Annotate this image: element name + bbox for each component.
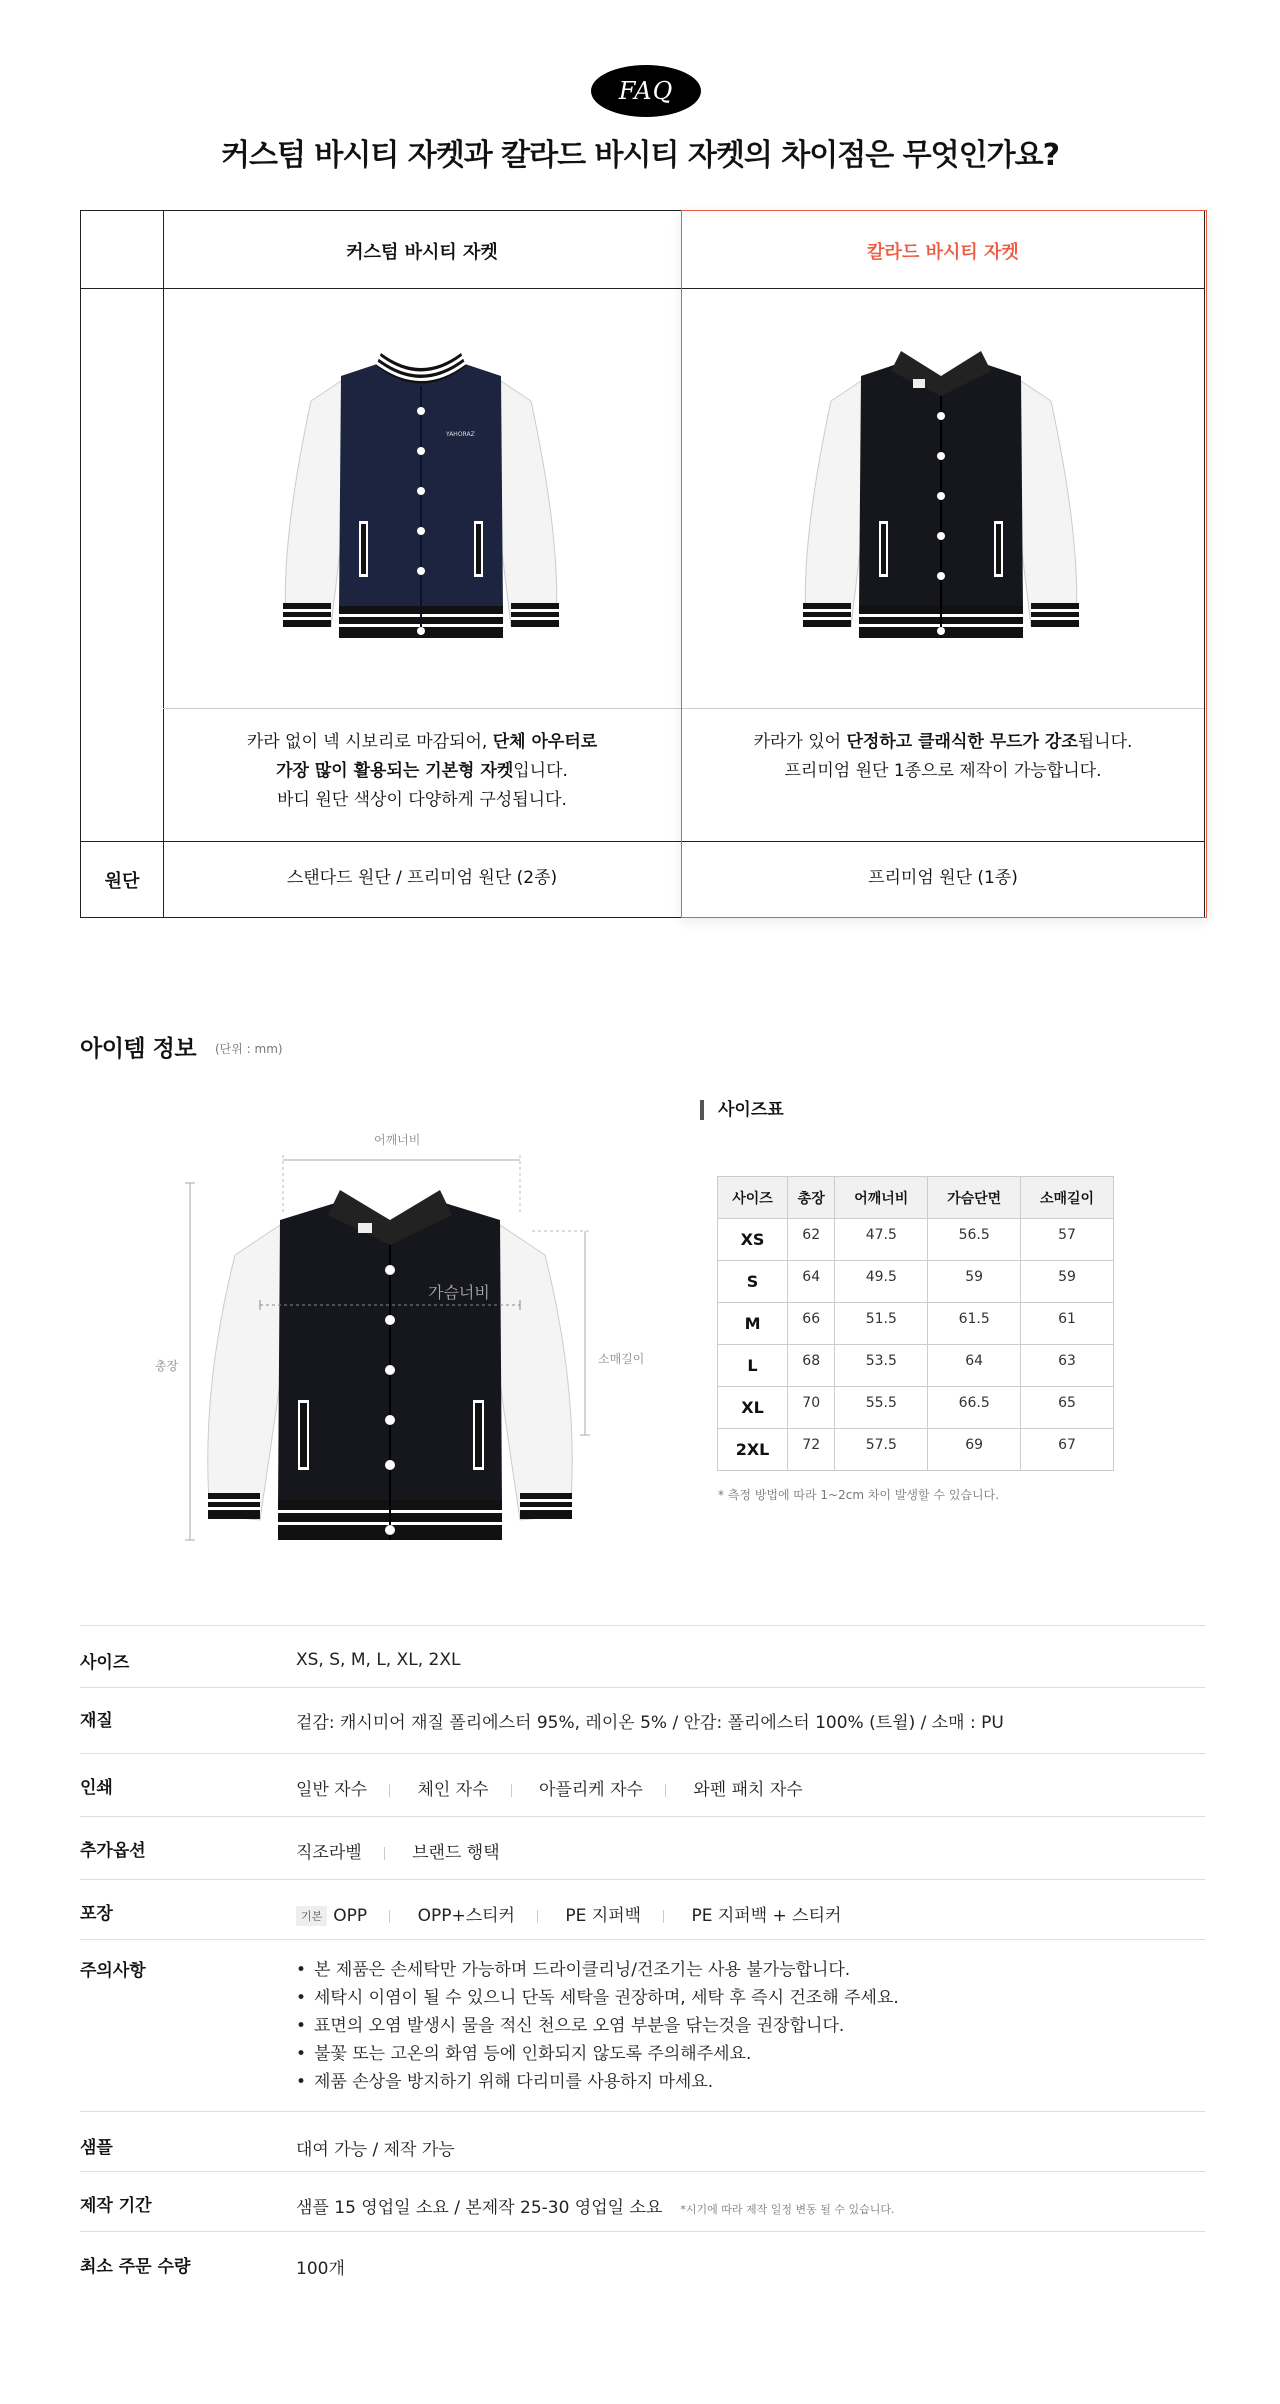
fabric-row-label: 원단: [104, 871, 140, 892]
info-row-caution: [80, 1939, 1205, 2111]
print-option: 일반 자수: [296, 1780, 368, 1800]
caution-item: • 표면의 오염 발생시 물을 적신 천으로 오염 부분을 닦는것을 권장합니다.: [296, 2012, 1205, 2040]
measurement-diagram: [180, 1145, 660, 1555]
info-row-size: [80, 1625, 1205, 1687]
info-value: 샘플 15 영업일 소요 / 본제작 25-30 영업일 소요 *시기에 따라 제작 일정 변동 될 수 있습니다.: [296, 2198, 895, 2218]
pack-option: PE 지퍼백 + 스티커: [691, 1906, 842, 1926]
info-row-material: [80, 1687, 1205, 1753]
collared-varsity-jacket-image: [791, 341, 1091, 656]
product-info-list: [80, 1625, 1205, 2291]
collared-column-header: 칼라드 바시티 자켓: [867, 242, 1019, 263]
info-row-moq: [80, 2231, 1205, 2291]
info-label: 추가옵션: [80, 1841, 146, 1861]
info-label: 최소 주문 수량: [80, 2257, 191, 2277]
item-info-unit: (단위 : mm): [215, 1042, 283, 1056]
info-label: 제작 기간: [80, 2196, 152, 2216]
comparison-table: [80, 210, 1205, 918]
size-header: 총장: [788, 1177, 835, 1219]
size-note: * 측정 방법에 따라 1~2cm 차이 발생할 수 있습니다.: [718, 1488, 1000, 1502]
info-label: 샘플: [80, 2138, 113, 2158]
table-row: XL 70 55.5 66.5 65: [718, 1387, 1114, 1429]
faq-title: 커스텀 바시티 자켓과 칼라드 바시티 자켓의 차이점은 무엇인가요?: [221, 138, 1059, 173]
info-row-extra: [80, 1816, 1205, 1879]
caution-item: • 본 제품은 손세탁만 가능하며 드라이클리닝/건조기는 사용 불가능합니다.: [296, 1956, 1205, 1984]
print-option: 체인 자수: [417, 1780, 489, 1800]
info-value: [296, 1773, 1205, 1816]
table-row: 2XL 72 57.5 69 67: [718, 1429, 1114, 1471]
faq-badge: FAQ: [591, 65, 701, 117]
size-chart-title: 사이즈표: [700, 1100, 784, 1120]
caution-item: • 제품 손상을 방지하기 위해 다리미를 사용하지 마세요.: [296, 2068, 1205, 2096]
caution-item: • 불꽃 또는 고온의 화염 등에 인화되지 않도록 주의해주세요.: [296, 2040, 1205, 2068]
caution-list: [296, 1956, 1205, 2111]
extra-option: 브랜드 행택: [412, 1843, 500, 1863]
table-row: L 68 53.5 64 63: [718, 1345, 1114, 1387]
collared-fabric: 프리미엄 원단 (1종): [868, 868, 1018, 888]
sleeve-measure-label: 소매길이: [598, 1352, 645, 1366]
print-option: 아플리케 자수: [539, 1780, 643, 1800]
table-row: S 64 49.5 59 59: [718, 1261, 1114, 1303]
length-measure-label: 총장: [155, 1359, 179, 1373]
custom-fabric: 스탠다드 원단 / 프리미엄 원단 (2종): [286, 868, 558, 888]
pack-option: OPP+스티커: [417, 1906, 515, 1926]
info-value: [296, 1836, 1205, 1879]
pack-option: OPP: [333, 1906, 368, 1926]
info-value: 100개: [296, 2259, 345, 2279]
info-label: 주의사항: [80, 1961, 146, 1981]
info-row-period: [80, 2171, 1205, 2231]
info-value: 대여 가능 / 제작 가능: [296, 2140, 455, 2160]
svg-text:YAHORAZ: YAHORAZ: [446, 431, 475, 438]
size-header: 가슴단면: [928, 1177, 1021, 1219]
size-header: 소매길이: [1021, 1177, 1114, 1219]
custom-column-header: 커스텀 바시티 자켓: [346, 242, 498, 263]
collared-description: 카라가 있어 단정하고 클래식한 무드가 강조됩니다. 프리미엄 원단 1종으로 제작이 가능합니다.: [753, 732, 1133, 781]
size-table: [717, 1176, 1114, 1471]
chest-measure-label: 가슴너비: [428, 1283, 490, 1302]
pack-option: PE 지퍼백: [565, 1906, 642, 1926]
extra-option: 직조라벨: [296, 1843, 362, 1863]
info-row-print: [80, 1753, 1205, 1816]
info-label: 재질: [80, 1711, 113, 1731]
info-row-packaging: [80, 1879, 1205, 1939]
shoulder-measure-label: 어깨너비: [374, 1133, 421, 1147]
period-note: *시기에 따라 제작 일정 변동 될 수 있습니다.: [680, 2203, 895, 2216]
info-label: 사이즈: [80, 1653, 130, 1673]
print-option: 와펜 패치 자수: [693, 1780, 803, 1800]
info-value: [296, 1899, 1205, 1939]
custom-description: 카라 없이 넥 시보리로 마감되어, 단체 아우터로 가장 많이 활용되는 기본형 자켓입니다. 바디 원단 색상이 다양하게 구성됩니다.: [246, 732, 598, 810]
size-header: 어깨너비: [835, 1177, 928, 1219]
info-value: XS, S, M, L, XL, 2XL: [296, 1650, 461, 1670]
table-row: M 66 51.5 61.5 61: [718, 1303, 1114, 1345]
size-header: 사이즈: [718, 1177, 788, 1219]
info-value: 겉감: 캐시미어 재질 폴리에스터 95%, 레이온 5% / 안감: 폴리에스터 100% (트윌) / 소매 : PU: [296, 1713, 1004, 1733]
item-info-title: 아이템 정보: [80, 1036, 197, 1062]
default-tag: 기본: [296, 1906, 327, 1926]
caution-item: • 세탁시 이염이 될 수 있으니 단독 세탁을 권장하며, 세탁 후 즉시 건조해 주세요.: [296, 1984, 1205, 2012]
info-label: 인쇄: [80, 1778, 113, 1798]
info-row-sample: [80, 2111, 1205, 2171]
info-label: 포장: [80, 1904, 113, 1924]
custom-varsity-jacket-image: [271, 341, 571, 656]
table-row: XS 62 47.5 56.5 57: [718, 1219, 1114, 1261]
